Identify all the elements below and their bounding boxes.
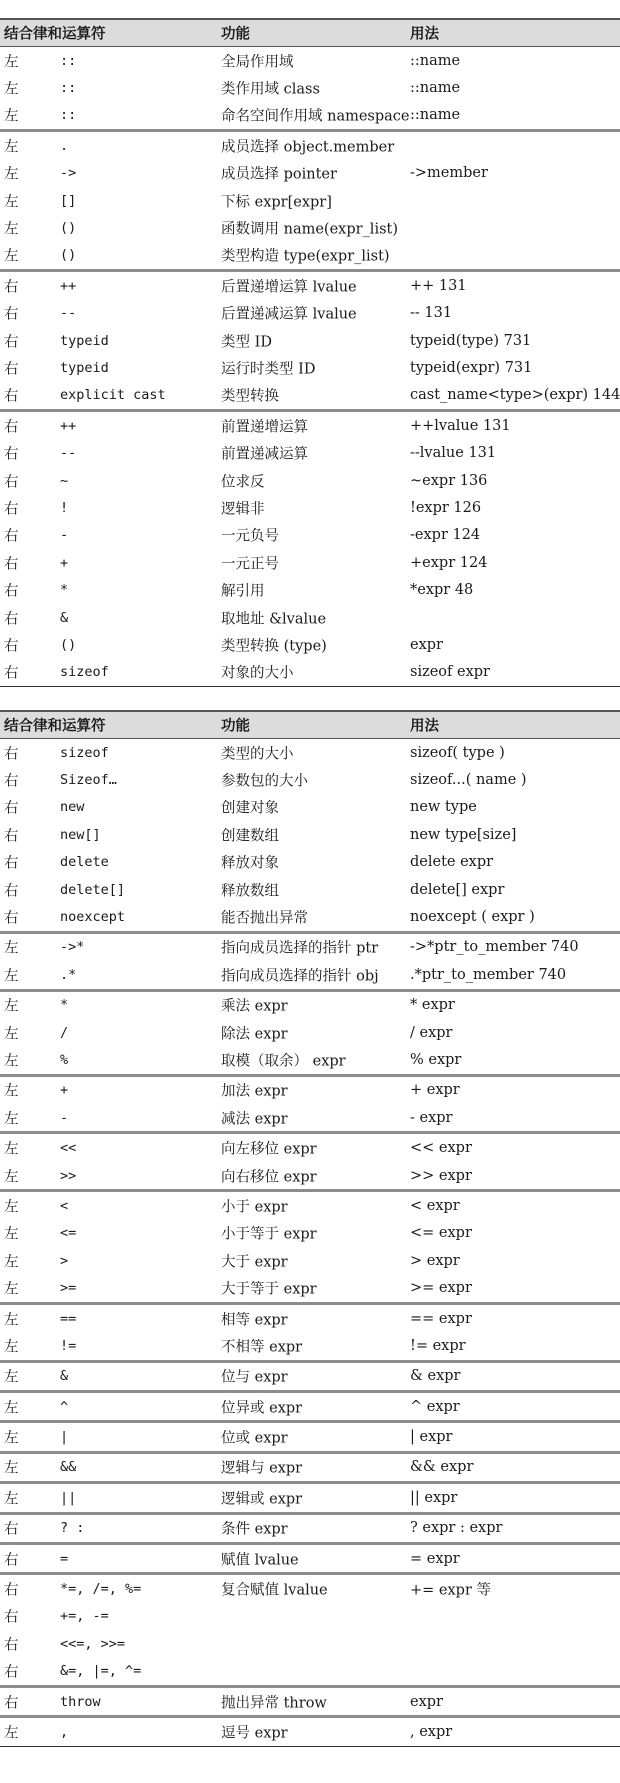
operator-cell: & (60, 609, 69, 626)
header-assoc: 结合律和运算符 (4, 718, 106, 735)
operator-cell: () (60, 220, 77, 237)
operator-cell: new[] (60, 826, 101, 843)
assoc-cell: 左 (4, 1400, 19, 1417)
function-cell: 一元负号 (221, 528, 279, 545)
function-cell: 位异或 expr (221, 1400, 303, 1417)
operator-cell: new (60, 799, 85, 816)
usage-cell: >= expr (410, 1280, 472, 1297)
operator-cell: () (60, 247, 77, 264)
operator-cell: <<=, >>= (60, 1635, 126, 1652)
usage-cell: *expr 48 (410, 582, 474, 599)
operator-cell: ? : (60, 1520, 85, 1537)
usage-cell: --lvalue 131 (410, 445, 497, 462)
assoc-cell: 左 (4, 1026, 19, 1043)
usage-cell: ? expr : expr (410, 1520, 503, 1537)
function-cell: 全局作用域 (221, 54, 294, 71)
usage-cell: -expr 124 (410, 527, 481, 544)
operator-cell: - (60, 1109, 69, 1126)
usage-cell: noexcept ( expr ) (410, 909, 535, 926)
assoc-cell: 左 (4, 1281, 19, 1298)
table-row (0, 409, 620, 439)
operator-cell: throw (60, 1693, 101, 1710)
usage-cell: * expr (410, 997, 455, 1014)
operator-cell: ! (60, 499, 69, 516)
assoc-cell: 左 (4, 1226, 19, 1243)
table-row (0, 549, 620, 576)
assoc-cell: 左 (4, 968, 19, 985)
usage-cell: == expr (410, 1310, 472, 1327)
table-row (0, 903, 620, 930)
header-function: 功能 (221, 26, 250, 43)
operator-cell: delete (60, 854, 109, 871)
operator-cell: | (60, 1429, 69, 1446)
operator-cell: & (60, 1368, 69, 1385)
operator-cell: .* (60, 966, 77, 983)
table-row (0, 354, 620, 381)
usage-cell: << expr (410, 1140, 472, 1157)
usage-cell: ++lvalue 131 (410, 417, 511, 434)
table-row (0, 102, 620, 129)
table-row (0, 821, 620, 848)
table-row (0, 1189, 620, 1219)
header-function: 功能 (221, 718, 250, 735)
assoc-cell: 左 (4, 1369, 19, 1386)
assoc-cell: 右 (4, 638, 19, 655)
assoc-cell: 左 (4, 108, 19, 125)
operator-table-2 (0, 710, 620, 1747)
table-header (0, 710, 620, 739)
operator-cell: typeid (60, 359, 109, 376)
usage-cell: & expr (410, 1368, 461, 1385)
assoc-cell: 右 (4, 1521, 19, 1538)
function-cell: 前置递增运算 (221, 419, 308, 436)
assoc-cell: 右 (4, 828, 19, 845)
table-row (0, 1658, 620, 1685)
operator-cell: :: (60, 107, 77, 124)
assoc-cell: 右 (4, 1695, 19, 1712)
table-row (0, 1074, 620, 1104)
table-row (0, 1131, 620, 1161)
operator-cell: *=, /=, %= (60, 1581, 142, 1598)
function-cell: 向左移位 expr (221, 1141, 317, 1158)
usage-cell: > expr (410, 1252, 460, 1269)
assoc-cell: 左 (4, 139, 19, 156)
operator-cell: - (60, 527, 69, 544)
table-row (0, 1332, 620, 1359)
table-row (0, 439, 620, 466)
assoc-cell: 右 (4, 800, 19, 817)
assoc-cell: 左 (4, 1460, 19, 1477)
table-row (0, 1019, 620, 1046)
operator-cell: :: (60, 80, 77, 97)
table-row (0, 1420, 620, 1450)
usage-cell: += expr 等 (410, 1582, 491, 1599)
usage-cell: cast_name<type>(expr) 144 (410, 387, 620, 404)
function-cell: 后置递减运算 lvalue (221, 306, 357, 323)
assoc-cell: 右 (4, 665, 19, 682)
function-cell: 能否抛出异常 (221, 910, 308, 927)
usage-cell: delete expr (410, 854, 494, 871)
usage-cell: sizeof expr (410, 664, 490, 681)
usage-cell: !expr 126 (410, 499, 482, 516)
usage-cell: < expr (410, 1197, 460, 1214)
table-row (0, 631, 620, 658)
table-row (0, 659, 620, 687)
function-cell: 相等 expr (221, 1312, 288, 1328)
assoc-cell: 右 (4, 611, 19, 627)
operator-cell: <= (60, 1225, 77, 1242)
operator-cell: ->* (60, 939, 85, 956)
function-cell: 条件 expr (221, 1521, 288, 1538)
table-row (0, 160, 620, 187)
assoc-cell: 左 (4, 1199, 19, 1216)
function-cell: 向右移位 expr (221, 1169, 317, 1186)
assoc-cell: 右 (4, 883, 19, 900)
function-cell: 位求反 (221, 474, 265, 491)
usage-cell: - expr (410, 1109, 453, 1126)
usage-cell: new type (410, 799, 477, 816)
usage-cell: .*ptr_to_member 740 (410, 966, 567, 983)
operator-cell: Sizeof… (60, 772, 117, 789)
function-cell: 成员选择 object.member (221, 139, 395, 156)
assoc-cell: 右 (4, 279, 19, 296)
assoc-cell: 右 (4, 1637, 19, 1654)
assoc-cell: 左 (4, 54, 19, 71)
table-row (0, 1512, 620, 1542)
assoc-cell: 右 (4, 419, 19, 436)
operator-cell: sizeof (60, 744, 109, 761)
operator-cell: explicit cast (60, 387, 166, 404)
function-cell: 下标 expr[expr] (221, 194, 332, 211)
function-cell: 逗号 expr (221, 1725, 288, 1742)
function-cell: 取地址 &lvalue (221, 611, 327, 627)
assoc-cell: 左 (4, 1430, 19, 1447)
operator-cell: -> (60, 165, 77, 182)
operator-cell: ^ (60, 1398, 69, 1415)
table-row (0, 961, 620, 988)
usage-cell: typeid(expr) 731 (410, 359, 533, 376)
operator-cell: < (60, 1197, 69, 1214)
assoc-cell: 左 (4, 1312, 19, 1328)
assoc-cell: 左 (4, 1254, 19, 1271)
function-cell: 释放数组 (221, 883, 279, 900)
assoc-cell: 右 (4, 910, 19, 927)
function-cell: 后置递增运算 lvalue (221, 279, 357, 296)
operator-cell: +=, -= (60, 1608, 109, 1625)
function-cell: 不相等 expr (221, 1339, 303, 1356)
table-row (0, 1603, 620, 1630)
assoc-cell: 右 (4, 446, 19, 463)
table-row (0, 794, 620, 821)
operator-cell: > (60, 1252, 69, 1269)
usage-cell: = expr (410, 1550, 460, 1567)
assoc-cell: 右 (4, 361, 19, 378)
table-row (0, 47, 620, 74)
operator-cell: ~ (60, 472, 69, 489)
function-cell: 位或 expr (221, 1430, 288, 1447)
table-row (0, 989, 620, 1019)
function-cell: 除法 expr (221, 1026, 288, 1043)
table-row (0, 522, 620, 549)
operator-cell: ++ (60, 417, 77, 434)
table-row (0, 467, 620, 494)
usage-cell: != expr (410, 1337, 466, 1354)
table-row (0, 382, 620, 409)
assoc-cell: 左 (4, 1725, 19, 1742)
table-row (0, 1360, 620, 1390)
function-cell: 逻辑或 expr (221, 1491, 303, 1508)
table-row (0, 214, 620, 241)
function-cell: 类型转换 (type) (221, 638, 327, 655)
assoc-cell: 右 (4, 855, 19, 872)
assoc-cell: 左 (4, 81, 19, 98)
table-row (0, 1481, 620, 1511)
table-row (0, 187, 620, 214)
usage-cell: ->*ptr_to_member 740 (410, 939, 579, 956)
table-row (0, 242, 620, 269)
assoc-cell: 左 (4, 1083, 19, 1100)
assoc-cell: 右 (4, 556, 19, 573)
function-cell: 参数包的大小 (221, 773, 308, 790)
operator-cell: << (60, 1140, 77, 1157)
usage-cell: % expr (410, 1051, 462, 1068)
table-row (0, 849, 620, 876)
function-cell: 命名空间作用域 namespace (221, 108, 410, 125)
assoc-cell: 左 (4, 1111, 19, 1128)
usage-cell: ::name (410, 80, 461, 97)
assoc-cell: 左 (4, 166, 19, 183)
table-row (0, 1630, 620, 1657)
operator-cell: . (60, 137, 69, 154)
operator-cell: ++ (60, 277, 77, 294)
function-cell: 位与 expr (221, 1369, 288, 1386)
usage-cell: sizeof...( name ) (410, 772, 527, 789)
usage-cell: <= expr (410, 1225, 472, 1242)
usage-cell: ++ 131 (410, 277, 467, 294)
table-row (0, 604, 620, 631)
usage-cell: +expr 124 (410, 554, 488, 571)
operator-cell: -- (60, 305, 77, 322)
table-row (0, 1104, 620, 1131)
function-cell: 类型转换 (221, 388, 279, 405)
table-row (0, 269, 620, 299)
function-cell: 大于等于 expr (221, 1281, 317, 1298)
operator-cell: sizeof (60, 664, 109, 681)
function-cell: 小于等于 expr (221, 1226, 317, 1243)
table-row (0, 74, 620, 101)
assoc-cell: 左 (4, 940, 19, 957)
assoc-cell: 左 (4, 1169, 19, 1186)
usage-cell: -- 131 (410, 305, 453, 322)
operator-cell: () (60, 636, 77, 653)
usage-cell: + expr (410, 1082, 460, 1099)
assoc-cell: 左 (4, 1339, 19, 1356)
assoc-cell: 左 (4, 1141, 19, 1158)
table-row (0, 300, 620, 327)
operator-cell: + (60, 1082, 69, 1099)
operator-cell: = (60, 1550, 69, 1567)
usage-cell: sizeof( type ) (410, 744, 505, 761)
function-cell: 赋值 lvalue (221, 1552, 299, 1569)
operator-cell: , (60, 1723, 69, 1740)
function-cell: 类型的大小 (221, 746, 294, 763)
table-row (0, 876, 620, 903)
usage-cell: && expr (410, 1459, 474, 1476)
function-cell: 创建数组 (221, 828, 279, 845)
usage-cell: expr (410, 636, 443, 653)
usage-cell: ->member (410, 165, 488, 182)
operator-cell: && (60, 1459, 77, 1476)
function-cell: 大于 expr (221, 1254, 288, 1271)
function-cell: 指向成员选择的指针 ptr (221, 940, 379, 957)
assoc-cell: 右 (4, 1664, 19, 1681)
function-cell: 加法 expr (221, 1083, 288, 1100)
header-usage: 用法 (410, 718, 439, 735)
table-row (0, 1274, 620, 1301)
function-cell: 创建对象 (221, 800, 279, 817)
usage-cell: / expr (410, 1024, 453, 1041)
function-cell: 小于 expr (221, 1199, 288, 1216)
assoc-cell: 左 (4, 998, 19, 1015)
table-row (0, 327, 620, 354)
header-usage: 用法 (410, 26, 439, 43)
usage-cell: ::name (410, 52, 461, 69)
function-cell: 取模（取余） expr (221, 1053, 346, 1070)
assoc-cell: 右 (4, 1609, 19, 1626)
function-cell: 乘法 expr (221, 998, 288, 1015)
table-row (0, 1162, 620, 1189)
assoc-cell: 右 (4, 773, 19, 790)
header-assoc: 结合律和运算符 (4, 26, 106, 43)
function-cell: 前置递减运算 (221, 446, 308, 463)
assoc-cell: 右 (4, 1552, 19, 1569)
function-cell: 抛出异常 throw (221, 1695, 327, 1712)
usage-cell: new type[size] (410, 826, 517, 843)
table-row (0, 1685, 620, 1715)
table-row (0, 1572, 620, 1602)
assoc-cell: 右 (4, 1582, 19, 1599)
function-cell: 解引用 (221, 583, 265, 600)
function-cell: 减法 expr (221, 1111, 288, 1128)
usage-cell: ::name (410, 107, 461, 124)
usage-cell: , expr (410, 1723, 453, 1740)
usage-cell: typeid(type) 731 (410, 332, 532, 349)
operator-cell: != (60, 1337, 77, 1354)
function-cell: 复合赋值 lvalue (221, 1582, 328, 1599)
operator-cell: delete[] (60, 881, 126, 898)
table-row (0, 1247, 620, 1274)
table-header (0, 18, 620, 47)
table-row (0, 1220, 620, 1247)
operator-cell: :: (60, 52, 77, 69)
table-row (0, 931, 620, 961)
table-row (0, 766, 620, 793)
usage-cell: expr (410, 1693, 443, 1710)
table-row (0, 1046, 620, 1073)
assoc-cell: 左 (4, 1053, 19, 1070)
assoc-cell: 左 (4, 1491, 19, 1508)
usage-cell: >> expr (410, 1167, 472, 1184)
assoc-cell: 右 (4, 334, 19, 351)
operator-table-1 (0, 18, 620, 687)
usage-cell: | expr (410, 1429, 453, 1446)
assoc-cell: 左 (4, 221, 19, 238)
function-cell: 成员选择 pointer (221, 166, 337, 183)
operator-cell: / (60, 1024, 69, 1041)
function-cell: 释放对象 (221, 855, 279, 872)
operator-cell: + (60, 554, 69, 571)
operator-cell: * (60, 997, 69, 1014)
function-cell: 类作用域 class (221, 81, 320, 98)
function-cell: 运行时类型 ID (221, 361, 316, 378)
assoc-cell: 右 (4, 501, 19, 518)
table-row (0, 576, 620, 603)
usage-cell: || expr (410, 1489, 458, 1506)
function-cell: 类型构造 type(expr_list) (221, 248, 390, 265)
usage-cell: delete[] expr (410, 881, 505, 898)
assoc-cell: 右 (4, 474, 19, 491)
operator-cell: >= (60, 1280, 77, 1297)
operator-cell: >> (60, 1167, 77, 1184)
table-row (0, 1302, 620, 1332)
assoc-cell: 左 (4, 248, 19, 265)
assoc-cell: 右 (4, 528, 19, 545)
function-cell: 指向成员选择的指针 obj (221, 968, 379, 985)
operator-cell: == (60, 1310, 77, 1327)
operator-cell: % (60, 1051, 69, 1068)
usage-cell: ~expr 136 (410, 472, 488, 489)
operator-cell: &=, |=, ^= (60, 1663, 142, 1680)
operator-cell: || (60, 1489, 77, 1506)
assoc-cell: 右 (4, 583, 19, 600)
operator-cell: typeid (60, 332, 109, 349)
operator-cell: [] (60, 192, 77, 209)
table-row (0, 739, 620, 766)
operator-cell: noexcept (60, 909, 126, 926)
table-row (0, 494, 620, 521)
assoc-cell: 右 (4, 388, 19, 405)
function-cell: 一元正号 (221, 556, 279, 573)
assoc-cell: 左 (4, 194, 19, 211)
assoc-cell: 右 (4, 306, 19, 323)
function-cell: 对象的大小 (221, 665, 294, 682)
function-cell: 逻辑非 (221, 501, 265, 518)
table-row (0, 129, 620, 159)
assoc-cell: 右 (4, 746, 19, 763)
table-row (0, 1715, 620, 1746)
table-row (0, 1451, 620, 1481)
operator-cell: * (60, 582, 69, 599)
table-row (0, 1542, 620, 1572)
table-row (0, 1390, 620, 1420)
usage-cell: ^ expr (410, 1398, 460, 1415)
function-cell: 函数调用 name(expr_list) (221, 221, 399, 238)
operator-cell: -- (60, 445, 77, 462)
function-cell: 逻辑与 expr (221, 1460, 303, 1477)
function-cell: 类型 ID (221, 334, 272, 351)
